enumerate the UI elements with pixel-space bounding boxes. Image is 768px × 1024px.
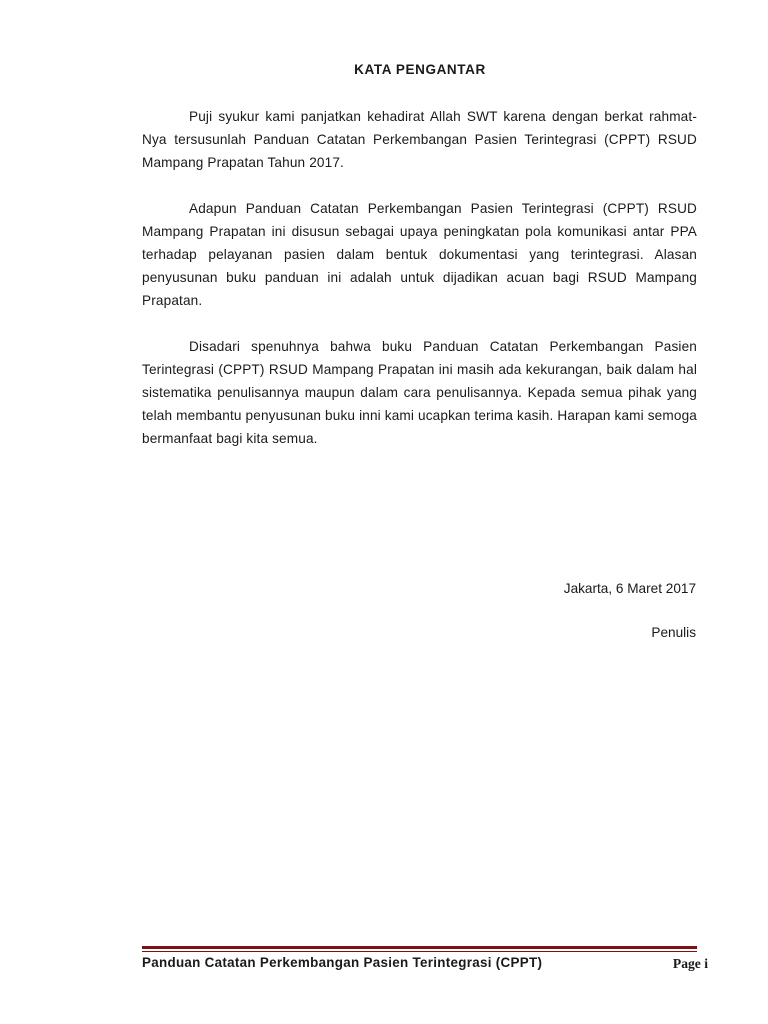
footer-title: Panduan Catatan Perkembangan Pasien Terintegrasi (CPPT) [142,955,543,970]
footer-rule-thick [142,946,697,949]
body-text [142,105,697,473]
author-signature-label: Penulis [651,625,696,640]
footer-page-number: Page i [672,956,708,971]
paragraph-1: Puji syukur kami panjatkan kehadirat Allah SWT karena dengan berkat rahmat-Nya tersusunlah Panduan Catatan Perkembangan Pasien Terintegrasi (CPPT) RSUD Mampang Prapatan Tahun 2017. [142,109,697,170]
paragraph-3: Disadari spenuhnya bahwa buku Panduan Catatan Perkembangan Pasien Terintegrasi (CPPT) RSUD Mampang Prapatan ini masih ada kekurangan, baik dalam hal sistematika penulisannya maupun dalam cara penulisannya. Kepada semua pihak yang telah membantu penyusunan buku inni kami ucapkan terima kasih. Harapan kami semoga bermanfaat bagi kita semua. [142,339,697,446]
footer-rule-thin [142,951,697,952]
place-date: Jakarta, 6 Maret 2017 [563,581,696,596]
paragraph-2: Adapun Panduan Catatan Perkembangan Pasien Terintegrasi (CPPT) RSUD Mampang Prapatan ini disusun sebagai upaya peningkatan pola komunikasi antar PPA terhadap pelayanan pasien dalam bentuk dokumentasi yang terintegrasi. Alasan penyusunan buku panduan ini adalah untuk dijadikan acuan bagi RSUD Mampang Prapatan. [142,201,697,308]
page-title: KATA PENGANTAR [354,62,486,77]
